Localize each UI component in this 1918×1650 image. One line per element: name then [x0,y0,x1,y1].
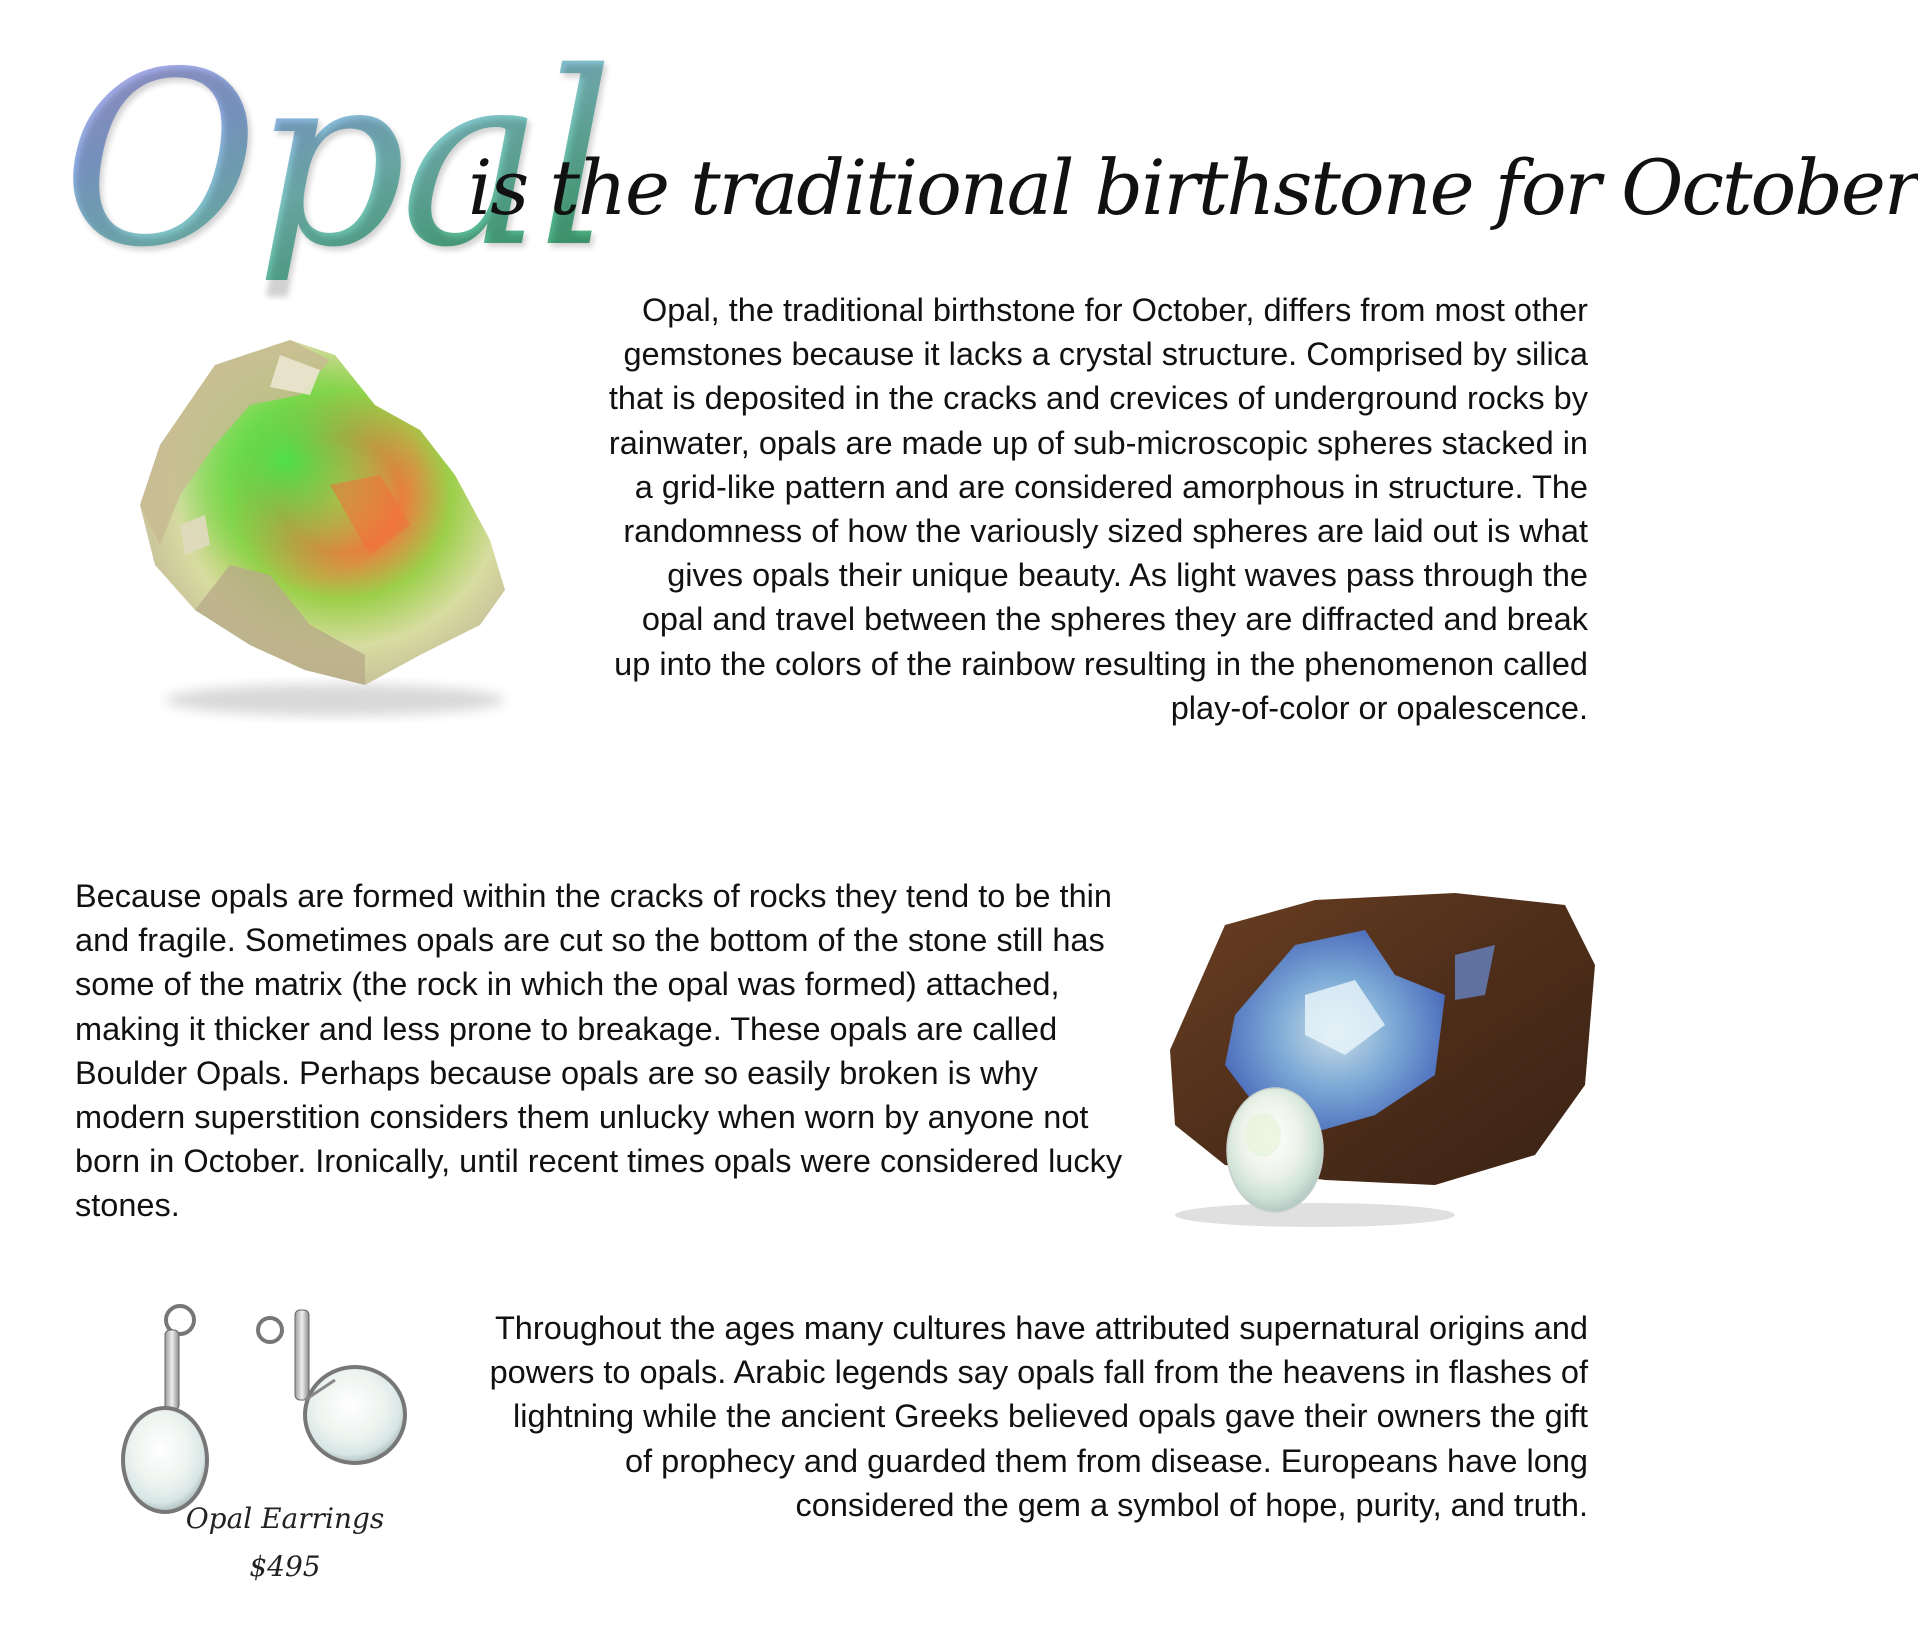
product-name: Opal Earrings [185,1502,385,1535]
product-price: $495 [249,1550,321,1583]
paragraph-boulder-opals: Because opals are formed within the cracks of rocks they tend to be thin and fragile. Sometimes opals are cut so the bottom of the stone still has some of the matrix (the rock in which the opal was formed) attached, making it thicker and less prone to breakage. These opals are called Boulder Opals. Perhaps because opals are so easily broken is why modern superstition considers them unlucky when worn by anyone not born in October. Ironically, until recent times opals were considered lucky stones. [75,878,1123,1224]
title-subtitle: is the traditional birthstone for October [468,143,1918,232]
paragraph-structure: Opal, the traditional birthstone for October, differs from most other gemstones because it lacks a crystal structure. Comprised by silica that is deposited in the cracks and crevices of underground rocks by rainwater, opals are made up of sub-microscopic spheres stacked in a grid-like pattern and are considered amorphous in structure. The randomness of how the variously sized spheres are laid out is what gives opals their unique beauty. As light waves pass through the opal and travel between the spheres they are diffracted and break up into the colors of the rainbow resulting in the phenomenon called play-of-color or opalescence. [608,292,1588,726]
paragraph-legends: Throughout the ages many cultures have attributed supernatural origins and powers to opals. Arabic legends say opals fall from the heavens in flashes of lightning while the ancient Greeks believed opals gave their owners the gift of prophecy and guarded them from disease. Europeans have long considered the gem a symbol of hope, purity, and truth. [489,1310,1588,1523]
opal-earrings-image [95,1300,445,1530]
title-opal-word: Opal [62,20,609,300]
rough-opal-image [120,325,530,725]
boulder-opal-image [1155,885,1605,1245]
